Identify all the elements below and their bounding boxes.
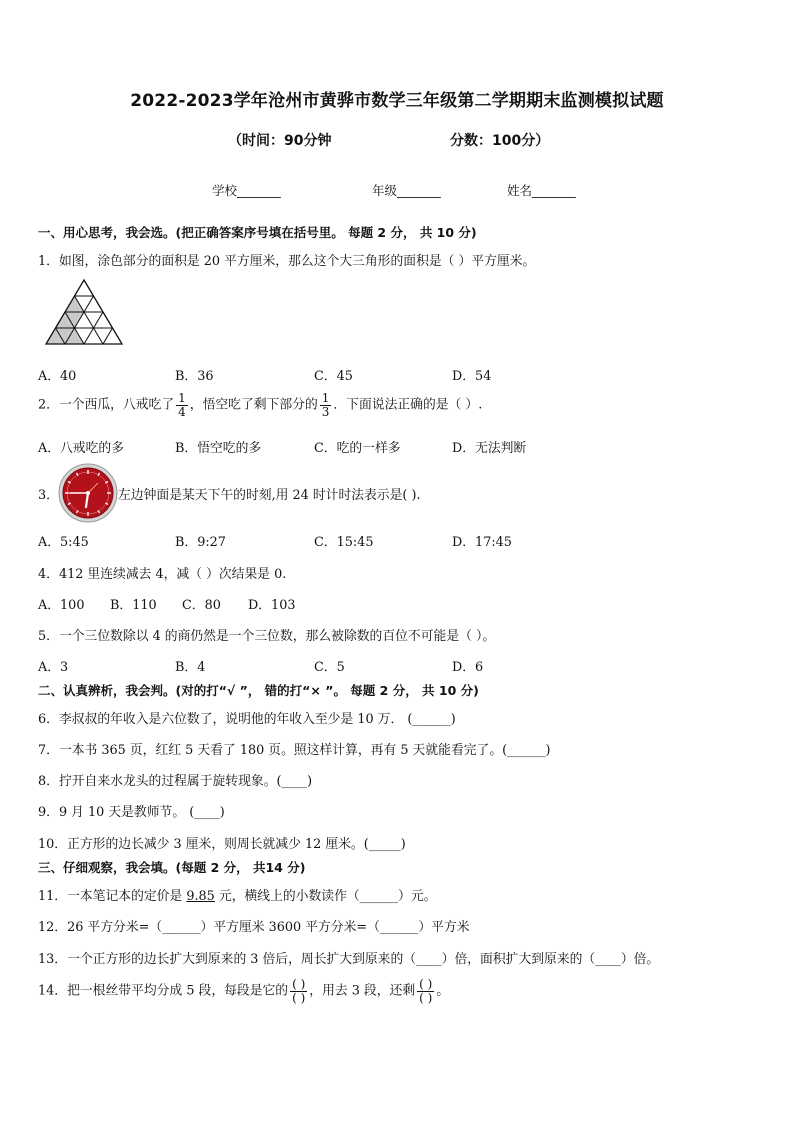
option-b[interactable]: B．110 [110,598,157,613]
option-b[interactable]: B．36 [175,369,214,384]
school-field[interactable]: 学校_______ [212,183,281,198]
question-2-text-b: ，悟空吃了剩下部分的 [189,397,318,413]
triangle-figure [43,278,125,350]
question-3: 左边钟面是某天下午的时刻,用 24 时计时法表示是( ). [118,488,421,503]
exam-score: 分数：100分） [450,133,550,149]
name-field[interactable]: 姓名_______ [507,183,576,198]
option-a[interactable]: A．100 [38,598,85,613]
fraction-numerator-blank[interactable]: ( ) [419,977,433,991]
option-b[interactable]: B．4 [175,660,206,675]
clock-icon [58,463,118,523]
question-1: 1．如图，涂色部分的面积是 20 平方厘米，那么这个大三角形的面积是（ ）平方厘米。 [38,254,536,269]
grade-field[interactable]: 年级_______ [372,183,441,198]
option-d[interactable]: D．54 [452,369,492,384]
question-11-text-a: 11．一本笔记本的定价是 [38,889,187,904]
fraction-numerator: 1 [178,391,186,405]
underlined-price: 9.85 [186,889,215,904]
question-3-number: 3． [38,488,59,503]
section-2-heading: 二、认真辨析，我会判。(对的打“√ ”， 错的打“× ”。 每题 2 分， 共 10 分) [38,683,479,698]
option-b[interactable]: B．悟空吃的多 [175,441,262,456]
fraction-denominator-blank[interactable]: ( ) [292,990,306,1005]
question-8: 8．拧开自来水龙头的过程属于旋转现象。(____) [38,774,313,789]
option-c[interactable]: C．5 [314,660,345,675]
option-b[interactable]: B．9:27 [175,535,226,550]
option-c[interactable]: C．15:45 [314,535,374,550]
question-14-text-c: 。 [436,983,450,999]
fraction-denominator-blank[interactable]: ( ) [419,990,433,1005]
fraction-numerator: 1 [321,391,330,405]
option-a[interactable]: A．5:45 [38,535,89,550]
option-a[interactable]: A．八戒吃的多 [38,441,125,456]
option-d[interactable]: D．17:45 [452,535,512,550]
fraction-one-third [320,392,332,418]
question-7: 7．一本书 365 页，红红 5 天看了 180 页。照这样计算，再有 5 天就能看完了。(______) [38,743,551,758]
blank-fraction-1[interactable] [290,978,307,1004]
exam-time: （时间：90分钟 [228,133,332,149]
question-6: 6．李叔叔的年收入是六位数了，说明他的年收入至少是 10 万． (______) [38,712,456,727]
page-title: 2022-2023学年沧州市黄骅市数学三年级第二学期期末监测模拟试题 [130,91,664,111]
question-2-text-c: ．下面说法正确的是（ ）. [333,397,483,413]
section-3-heading: 三、仔细观察，我会填。(每题 2 分， 共14 分) [38,860,306,875]
option-a[interactable]: A．40 [38,369,77,384]
question-10: 10．正方形的边长减少 3 厘米，则周长就减少 12 厘米。(_____) [38,837,406,852]
question-11 [38,885,436,904]
question-13: 13．一个正方形的边长扩大到原来的 3 倍后，周长扩大到原来的（____）倍，面积扩大到原来的（____）倍。 [38,952,660,967]
option-a[interactable]: A．3 [38,660,69,675]
question-5: 5．一个三位数除以 4 的商仍然是一个三位数，那么被除数的百位不可能是（ ）。 [38,629,496,644]
option-d[interactable]: D．无法判断 [452,441,527,456]
question-14-text-a: 14．把一根丝带平均分成 5 段，每段是它的 [38,983,289,999]
question-12: 12．26 平方分米=（______）平方厘米 3600 平方分米=（______）平方米 [38,920,470,935]
question-9: 9．9 月 10 天是教师节。 (____) [38,805,225,820]
question-2 [38,392,482,418]
section-1-heading: 一、用心思考，我会选。(把正确答案序号填在括号里。 每题 2 分， 共 10 分) [38,225,477,240]
option-c[interactable]: C．45 [314,369,353,384]
option-d[interactable]: D．6 [452,660,484,675]
question-14-text-b: ，用去 3 段，还剩 [309,983,416,999]
fraction-numerator-blank[interactable]: ( ) [292,977,306,991]
fraction-denominator: 4 [178,404,186,419]
fraction-one-quarter [176,392,188,418]
question-4: 4．412 里连续减去 4，减（ ）次结果是 0. [38,567,287,582]
option-c[interactable]: C．80 [182,598,221,613]
question-14 [38,978,449,1004]
question-2-text-a: 2．一个西瓜，八戒吃了 [38,397,175,413]
option-d[interactable]: D．103 [248,598,296,613]
fraction-denominator: 3 [321,404,330,419]
question-11-text-b: 元，横线上的小数读作（______）元。 [214,889,437,904]
blank-fraction-2[interactable] [417,978,434,1004]
option-c[interactable]: C．吃的一样多 [314,441,401,456]
